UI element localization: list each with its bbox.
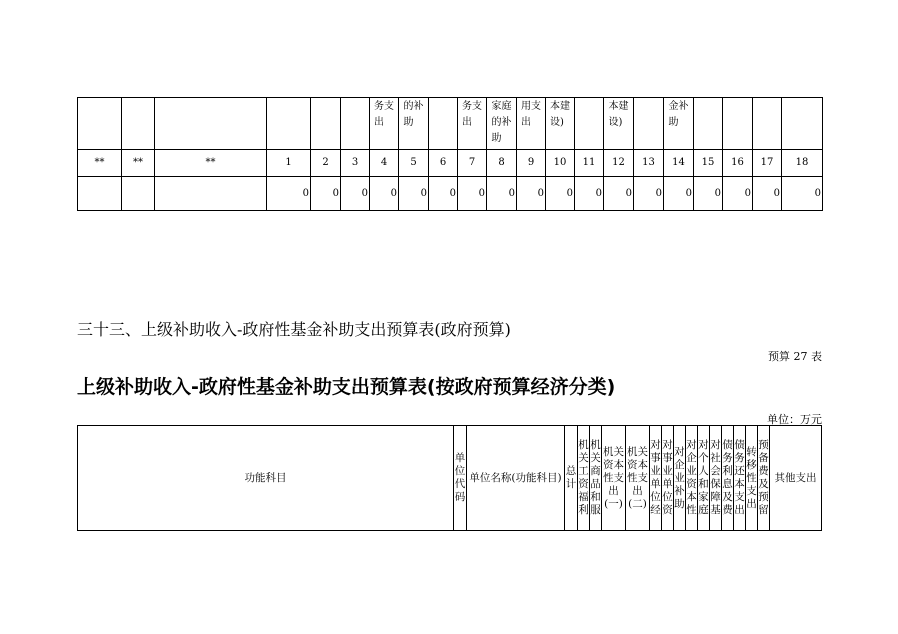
- header-char: 业: [686, 465, 697, 477]
- col-header: [650, 426, 662, 531]
- col-header: [710, 426, 722, 531]
- bottom-table: [77, 425, 822, 531]
- column-number-cell: 8: [487, 150, 517, 177]
- col-header: [734, 426, 746, 531]
- value-cell: 0: [664, 177, 694, 211]
- header-text-line: 设): [608, 117, 623, 128]
- value-cell: [155, 177, 267, 211]
- header-char: 单: [650, 478, 661, 490]
- top-header-cell: [267, 98, 311, 150]
- column-number-cell: 14: [664, 150, 694, 177]
- column-number-cell: 5: [399, 150, 429, 177]
- header-char: 资: [578, 478, 589, 490]
- column-number-cell: 17: [753, 150, 782, 177]
- header-char: 利: [722, 465, 733, 477]
- col-header: [698, 426, 710, 531]
- col-header: [686, 426, 698, 531]
- top-header-cell: [311, 98, 341, 150]
- header-char: 码: [454, 491, 466, 503]
- other-expense-header: 其他支出: [770, 426, 822, 531]
- header-char: 对: [662, 439, 673, 451]
- column-number-cell: 15: [694, 150, 723, 177]
- header-char: 单: [454, 452, 466, 464]
- value-cell: 0: [723, 177, 753, 211]
- header-char: 备: [758, 452, 769, 464]
- header-char: 补: [674, 484, 685, 497]
- col-header: [602, 426, 626, 531]
- column-number-cell: 1: [267, 150, 311, 177]
- col-header: [626, 426, 650, 531]
- header-char: 总: [565, 465, 577, 477]
- header-char: 商: [590, 465, 601, 477]
- total-header: [565, 426, 578, 531]
- header-text-line: 金补: [668, 101, 689, 112]
- col-header: [722, 426, 734, 531]
- header-char: 企: [686, 452, 697, 464]
- header-text-line: 出: [521, 117, 531, 128]
- section-heading: 三十三、上级补助收入-政府性基金补助支出预算表(政府预算): [77, 320, 511, 339]
- header-char: 位: [662, 491, 673, 503]
- header-char: 关: [590, 452, 601, 464]
- column-number-cell: 13: [634, 150, 664, 177]
- header-char: 服: [590, 504, 601, 516]
- header-char: 性支: [603, 471, 624, 484]
- header-char: 基: [710, 504, 721, 516]
- top-header-cell: [694, 98, 723, 150]
- top-header-cell: [429, 98, 458, 150]
- value-cell: 0: [575, 177, 604, 211]
- header-char: 预: [758, 439, 769, 451]
- top-header-cell: [604, 98, 634, 150]
- header-char: 对: [710, 439, 721, 451]
- header-char: 业: [662, 465, 673, 477]
- header-char: 障: [710, 491, 721, 503]
- header-char: 资本: [603, 458, 624, 471]
- header-char: 支: [734, 491, 745, 503]
- value-cell: 0: [267, 177, 311, 211]
- header-char: 人: [698, 465, 709, 477]
- header-char: 机: [590, 439, 601, 451]
- header-char: (一): [604, 497, 623, 510]
- column-number-cell: 11: [575, 150, 604, 177]
- header-char: 性: [686, 504, 697, 516]
- top-header-cell: [546, 98, 575, 150]
- header-char: 预: [758, 491, 769, 503]
- bottom-header-row: [78, 426, 822, 531]
- header-text-line: 助: [491, 133, 502, 144]
- header-char: 机关: [627, 445, 648, 458]
- header-char: 资本: [627, 458, 648, 471]
- header-char: 出: [632, 484, 643, 497]
- top-header-cell: [782, 98, 823, 150]
- top-header-cell: [78, 98, 122, 150]
- top-value-row: [78, 177, 823, 211]
- value-cell: [78, 177, 122, 211]
- header-text-line: 助: [668, 117, 679, 128]
- value-cell: 0: [311, 177, 341, 211]
- top-header-cell: [155, 98, 267, 150]
- header-char: 福: [578, 491, 589, 503]
- value-cell: [122, 177, 155, 211]
- top-header-cell: [122, 98, 155, 150]
- header-text-line: 本建: [608, 101, 629, 112]
- header-char: 还: [734, 465, 745, 477]
- column-number-cell: 7: [458, 150, 487, 177]
- top-header-row: [78, 98, 823, 150]
- header-char: 事: [650, 452, 661, 464]
- header-text-line: 的补: [403, 101, 424, 112]
- header-char: 和: [698, 478, 709, 490]
- top-header-cell: [341, 98, 370, 150]
- column-number-cell: **: [78, 150, 122, 177]
- value-cell: 0: [487, 177, 517, 211]
- header-char: 及: [722, 491, 733, 503]
- header-char: 出: [608, 484, 619, 497]
- header-char: 工: [578, 465, 589, 477]
- header-char: 经: [650, 504, 661, 516]
- unit-code-header: [454, 426, 467, 531]
- top-header-cell: [575, 98, 604, 150]
- header-char: 和: [590, 491, 601, 503]
- column-number-cell: 10: [546, 150, 575, 177]
- header-char: 机关: [603, 445, 624, 458]
- header-char: 品: [590, 478, 601, 490]
- value-cell: 0: [782, 177, 823, 211]
- header-char: 出: [734, 504, 745, 516]
- column-number-cell: 9: [517, 150, 546, 177]
- header-char: 费: [758, 465, 769, 477]
- header-char: 位: [650, 491, 661, 503]
- col-header: [758, 426, 770, 531]
- column-number-cell: 3: [341, 150, 370, 177]
- header-char: 留: [758, 504, 769, 516]
- header-char: 助: [674, 497, 685, 510]
- value-cell: 0: [370, 177, 399, 211]
- header-char: 性支: [627, 471, 648, 484]
- value-cell: 0: [694, 177, 723, 211]
- col-header: [746, 426, 758, 531]
- header-text-line: 出: [462, 117, 472, 128]
- column-number-cell: 6: [429, 150, 458, 177]
- column-number-cell: 12: [604, 150, 634, 177]
- header-char: 计: [565, 478, 577, 490]
- value-cell: 0: [517, 177, 546, 211]
- top-header-cell: [517, 98, 546, 150]
- header-char: 保: [710, 478, 721, 490]
- column-number-cell: 18: [782, 150, 823, 177]
- value-cell: 0: [604, 177, 634, 211]
- header-char: 社: [710, 452, 721, 464]
- header-char: 庭: [698, 504, 709, 516]
- header-text-line: 设): [550, 117, 564, 128]
- col-header: [578, 426, 590, 531]
- header-char: 出: [746, 497, 757, 510]
- header-char: (二): [628, 497, 647, 510]
- top-header-cell: [458, 98, 487, 150]
- header-char: 对: [674, 445, 685, 458]
- func-subject-header: 功能科目: [78, 426, 454, 531]
- header-char: 对: [698, 439, 709, 451]
- top-header-cell: [487, 98, 517, 150]
- col-header: [590, 426, 602, 531]
- value-cell: 0: [341, 177, 370, 211]
- header-char: 资: [686, 478, 697, 490]
- header-text-line: 用支: [521, 101, 541, 112]
- header-char: 费: [722, 504, 733, 516]
- header-char: 对: [686, 439, 697, 451]
- header-char: 事: [662, 452, 673, 464]
- col-header: [662, 426, 674, 531]
- header-char: 息: [722, 478, 733, 490]
- top-header-cell: [634, 98, 664, 150]
- header-text-line: 务支: [462, 101, 482, 112]
- top-header-cell: [664, 98, 694, 150]
- header-char: 性: [746, 471, 757, 484]
- header-char: 单: [662, 478, 673, 490]
- top-number-row: [78, 150, 823, 177]
- value-cell: 0: [458, 177, 487, 211]
- value-cell: 0: [634, 177, 664, 211]
- header-char: 转: [746, 445, 757, 458]
- form-number: 预算 27 表: [768, 350, 822, 363]
- header-char: 位: [454, 465, 466, 477]
- header-char: 本: [734, 478, 745, 490]
- main-title: 上级补助收入-政府性基金补助支出预算表(按政府预算经济分类): [77, 376, 616, 398]
- header-char: 支: [746, 484, 757, 497]
- header-char: 利: [578, 504, 589, 516]
- top-header-cell: [723, 98, 753, 150]
- header-text-line: 助: [403, 117, 414, 128]
- header-text-line: 出: [374, 117, 384, 128]
- header-char: 务: [722, 452, 733, 464]
- header-char: 业: [650, 465, 661, 477]
- value-cell: 0: [753, 177, 782, 211]
- value-cell: 0: [399, 177, 429, 211]
- top-header-cell: [753, 98, 782, 150]
- column-number-cell: 16: [723, 150, 753, 177]
- header-char: 业: [674, 471, 685, 484]
- column-number-cell: 4: [370, 150, 399, 177]
- header-char: 关: [578, 452, 589, 464]
- header-char: 家: [698, 491, 709, 503]
- header-char: 本: [686, 491, 697, 503]
- header-text-line: 家庭: [491, 101, 512, 112]
- header-text-line: 的补: [491, 117, 512, 128]
- header-char: 对: [650, 439, 661, 451]
- top-table: [77, 97, 823, 211]
- header-char: 个: [698, 452, 709, 464]
- column-number-cell: 2: [311, 150, 341, 177]
- header-char: 代: [454, 478, 466, 490]
- column-number-cell: **: [122, 150, 155, 177]
- header-char: 务: [734, 452, 745, 464]
- header-char: 会: [710, 465, 721, 477]
- unit-name-header: 单位名称(功能科目): [467, 426, 565, 531]
- header-char: 移: [746, 458, 757, 471]
- top-header-cell: [399, 98, 429, 150]
- header-char: 机: [578, 439, 589, 451]
- top-header-cell: [370, 98, 399, 150]
- header-char: 资: [662, 504, 673, 516]
- column-number-cell: **: [155, 150, 267, 177]
- header-char: 及: [758, 478, 769, 490]
- unit-label: 单位：万元: [767, 413, 822, 426]
- header-char: 债: [734, 439, 745, 451]
- header-char: 企: [674, 458, 685, 471]
- value-cell: 0: [546, 177, 575, 211]
- header-text-line: 本建: [550, 101, 570, 112]
- value-cell: 0: [429, 177, 458, 211]
- header-text-line: 务支: [374, 101, 394, 112]
- header-char: 债: [722, 439, 733, 451]
- col-header: [674, 426, 686, 531]
